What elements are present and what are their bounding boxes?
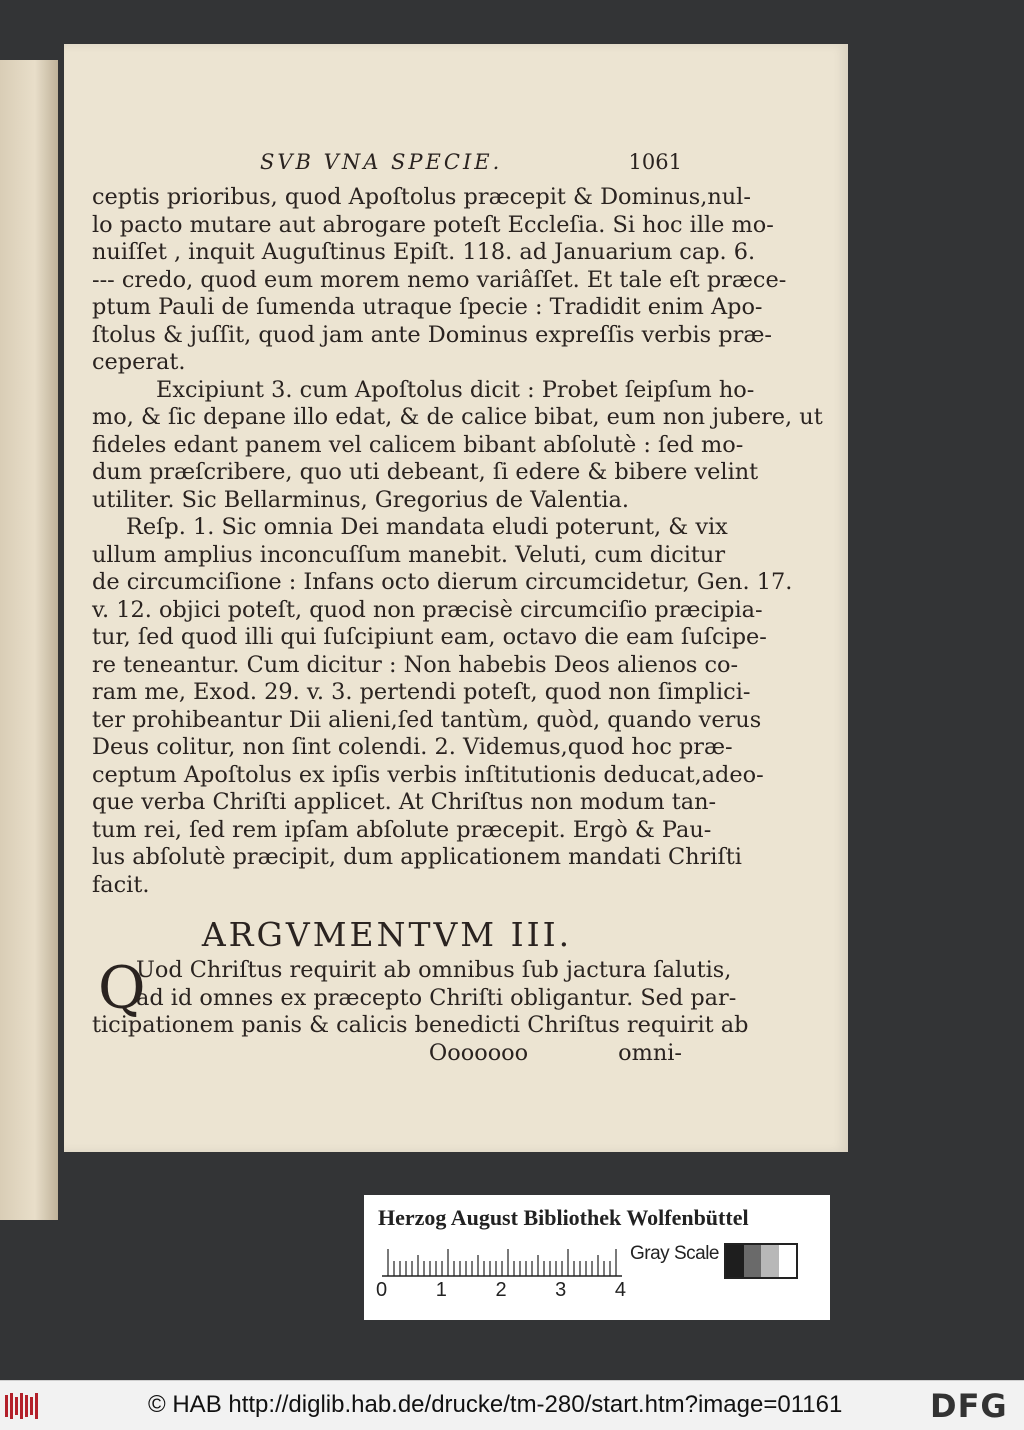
ruler-number: 1 <box>435 1279 447 1301</box>
text-line: utiliter. Sic Bellarminus, Gregorius de Valentia. <box>92 486 629 513</box>
text-line: facit. <box>92 871 150 898</box>
text-line: dum præſcribere, quo uti debeant, ſi edere & bibere velint <box>92 459 759 485</box>
page-text <box>92 150 823 1067</box>
drop-cap: Q <box>98 954 146 1022</box>
text-line: ram me, Exod. 29. v. 3. pertendi poteſt, quod non ſimplici- <box>92 679 751 705</box>
signature-mark: Ooooooo <box>428 1039 529 1066</box>
text-line: v. 12. objici poteſt, quod non præcisè circumciſio præcipia- <box>92 596 763 623</box>
running-head-title: SVB VNA SPECIE. <box>260 150 503 174</box>
previous-page-edge <box>0 60 58 1220</box>
text-line: ullum amplius inconcuſſum manebit. Veluti, cum dicitur <box>92 541 726 568</box>
library-name: Herzog August Bibliothek Wolfenbüttel <box>378 1205 749 1230</box>
signature-line <box>92 1040 682 1068</box>
paragraph-1 <box>92 184 787 377</box>
ruler-number: 4 <box>614 1279 626 1301</box>
text-line: ſtolus & juſſit, quod jam ante Dominus expreſſis verbis præ- <box>92 321 772 348</box>
gray-scale-label: Gray Scale <box>630 1243 719 1264</box>
footer-text <box>148 1391 842 1419</box>
text-line: Excipiunt 3. cum Apoſtolus dicit : Probet ſeipſum ho- <box>156 376 755 403</box>
text-line: que verba Chriſti applicet. At Chriſtus non modum tan- <box>92 789 717 815</box>
text-line: ticipationem panis & calicis benedicti Chriſtus requirit ab <box>92 1012 749 1038</box>
source-url-link[interactable]: http://diglib.hab.de/drucke/tm-280/start.htm?image=01161 <box>228 1391 843 1418</box>
text-line: lo pacto mutare aut abrogare poteſt Eccleſia. Si hoc ille mo- <box>92 211 774 238</box>
text-line: de circumciſione : Infans octo dierum circumcidetur, Gen. 17. <box>92 569 793 595</box>
paragraph-2 <box>92 376 823 515</box>
running-head <box>260 150 682 184</box>
gray-scale-swatch <box>724 1243 798 1279</box>
text-line: tum rei, ſed rem ipſam abſolute præcepit. Ergò & Pau- <box>92 816 712 843</box>
text-line: Deus colitur, non ſint colendi. 2. Videmus,quod hoc præ- <box>92 734 733 760</box>
text-line: mo, & ſic depane illo edat, & de calice bibat, eum non jubere, ut <box>92 404 823 430</box>
copyright-label: © HAB <box>148 1391 222 1418</box>
text-line: Uod Chriſtus requirit ab omnibus ſub jactura ſalutis, <box>136 957 732 983</box>
text-line: ptum Pauli de ſumenda utraque ſpecie : Tradidit enim Apo- <box>92 294 763 320</box>
ruler-number: 2 <box>495 1279 507 1301</box>
text-line: --- credo, quod eum morem nemo variâſſet. Et tale eſt præce- <box>92 266 787 293</box>
text-line: ceptum Apoſtolus ex ipſis verbis inſtitutionis deducat,adeo- <box>92 761 764 788</box>
ruler-number: 0 <box>376 1279 388 1301</box>
dfg-logo: DFG <box>930 1387 1008 1425</box>
text-line: Reſp. 1. Sic omnia Dei mandata eludi poterunt, & vix <box>126 514 728 540</box>
text-line: fideles edant panem vel calicem bibant abſolutè : ſed mo- <box>92 431 744 458</box>
catchword: omni- <box>618 1039 682 1066</box>
ruler-numbers <box>376 1279 626 1302</box>
paragraph-4 <box>92 954 749 1040</box>
footer-bar <box>0 1380 1024 1430</box>
text-line: ceptis prioribus, quod Apoſtolus præcepit & Dominus,nul- <box>92 184 751 210</box>
page-number: 1061 <box>628 150 682 174</box>
text-line: nuiſſet , inquit Auguſtinus Epiſt. 118. ad Januarium cap. 6. <box>92 239 756 265</box>
text-line: lus abſolutè præcipit, dum applicationem mandati Chriſti <box>92 844 742 870</box>
ruler-number: 3 <box>555 1279 567 1301</box>
text-line: ceperat. <box>92 349 186 375</box>
text-line: ad id omnes ex præcepto Chriſti obligantur. Sed par- <box>136 984 737 1011</box>
argument-heading: ARGVMENTVM III. <box>201 915 573 954</box>
color-card <box>364 1195 830 1320</box>
text-line: tur, ſed quod illi qui ſuſcipiunt eam, octavo die eam ſuſcipe- <box>92 624 767 650</box>
hab-logo-icon <box>4 1391 40 1421</box>
text-line: ter prohibeantur Dii alieni,ſed tantùm, quòd, quando verus <box>92 706 762 733</box>
text-line: re teneantur. Cum dicitur : Non habebis Deos alienos co- <box>92 651 739 678</box>
scale-ruler <box>382 1247 622 1277</box>
paragraph-3 <box>92 514 793 899</box>
